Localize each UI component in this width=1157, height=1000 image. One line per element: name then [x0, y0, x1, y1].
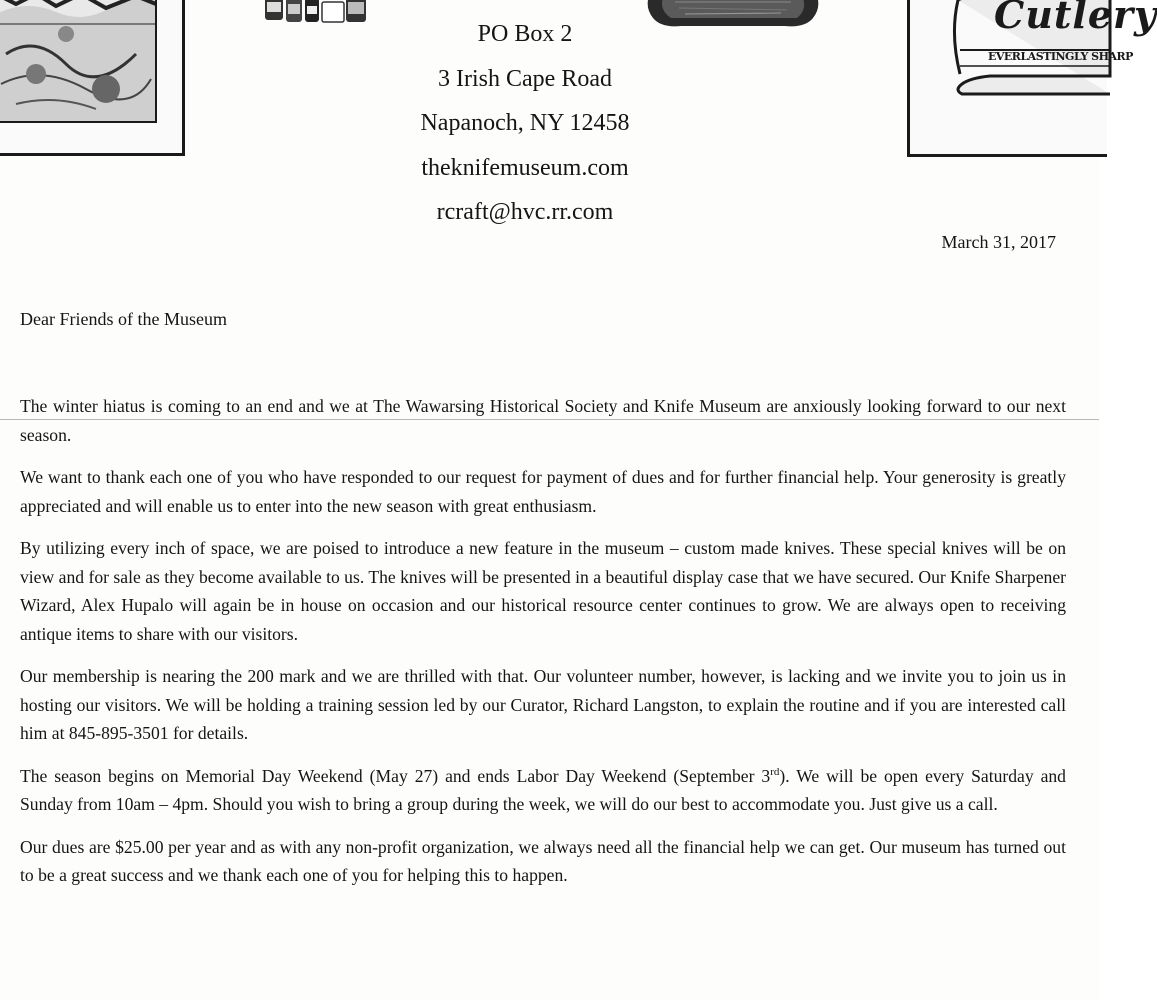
- paragraph-5-end: ). We will be open every Saturday and Sunday from 10am – 4pm. Should you wish to bring a group during the week, we will do our best to accommodate you. Just give us a call.: [20, 765, 1066, 814]
- paragraph-5-start: The season begins on Memorial Day Weekend (May 27) and ends Labor Day Weekend (September 3: [20, 765, 771, 786]
- letter-body: [20, 392, 1066, 904]
- paragraph-5: [20, 762, 1066, 819]
- paragraph-4: Our membership is nearing the 200 mark and we are thrilled with that. Our volunteer number, however, is lacking and we invite you to join us in hosting our visitors. We will be holding a training session led by our Curator, Richard Langston, to explain the routine and if you are interested call him at 845-895-3501 for details.: [20, 666, 1066, 743]
- tin-cans-image: [262, 0, 370, 28]
- address-city: Napanoch, NY 12458: [420, 110, 630, 136]
- address-po-box: PO Box 2: [477, 21, 573, 47]
- address-block: [360, 12, 690, 235]
- website-link[interactable]: theknifemuseum.com: [421, 154, 629, 181]
- salutation: Dear Friends of the Museum: [20, 309, 227, 329]
- letter-date: March 31, 2017: [941, 232, 1056, 252]
- ordinal-suffix: rd: [770, 765, 780, 778]
- right-logo-subtext: EVERLASTINGLY SHARP: [988, 50, 1133, 63]
- paragraph-3: By utilizing every inch of space, we are poised to introduce a new feature in the museum – custom made knives. These special knives will be on view and for sale as they become available to us. The knives will be presented in a beautiful display case that we have secured. Our Knife Sharpener Wizard, Alex Hupalo will again be in house on occasion and our historical resource center continues to grow. We are always open to receiving antique items to share with our visitors.: [20, 538, 1066, 644]
- email-link[interactable]: rcraft@hvc.rr.com: [436, 199, 614, 225]
- address-street: 3 Irish Cape Road: [438, 65, 612, 92]
- right-logo-image: [907, 0, 1157, 157]
- left-logo-image: [0, 0, 185, 156]
- paragraph-6: Our dues are $25.00 per year and as with any non-profit organization, we always need all the financial help we can get. Our museum has turned out to be a great success and we thank each one of you for helping this to happen.: [20, 836, 1066, 885]
- paragraph-2: We want to thank each one of you who have responded to our request for payment of dues and for further financial help. Your generosity is greatly appreciated and will enable us to enter into the new season with great enthusiasm.: [20, 467, 1066, 516]
- paragraph-1: The winter hiatus is coming to an end and we at The Wawarsing Historical Society and Knife Museum are anxiously looking forward to our next season.: [20, 396, 1066, 445]
- right-logo-text: Cutlery: [994, 0, 1157, 37]
